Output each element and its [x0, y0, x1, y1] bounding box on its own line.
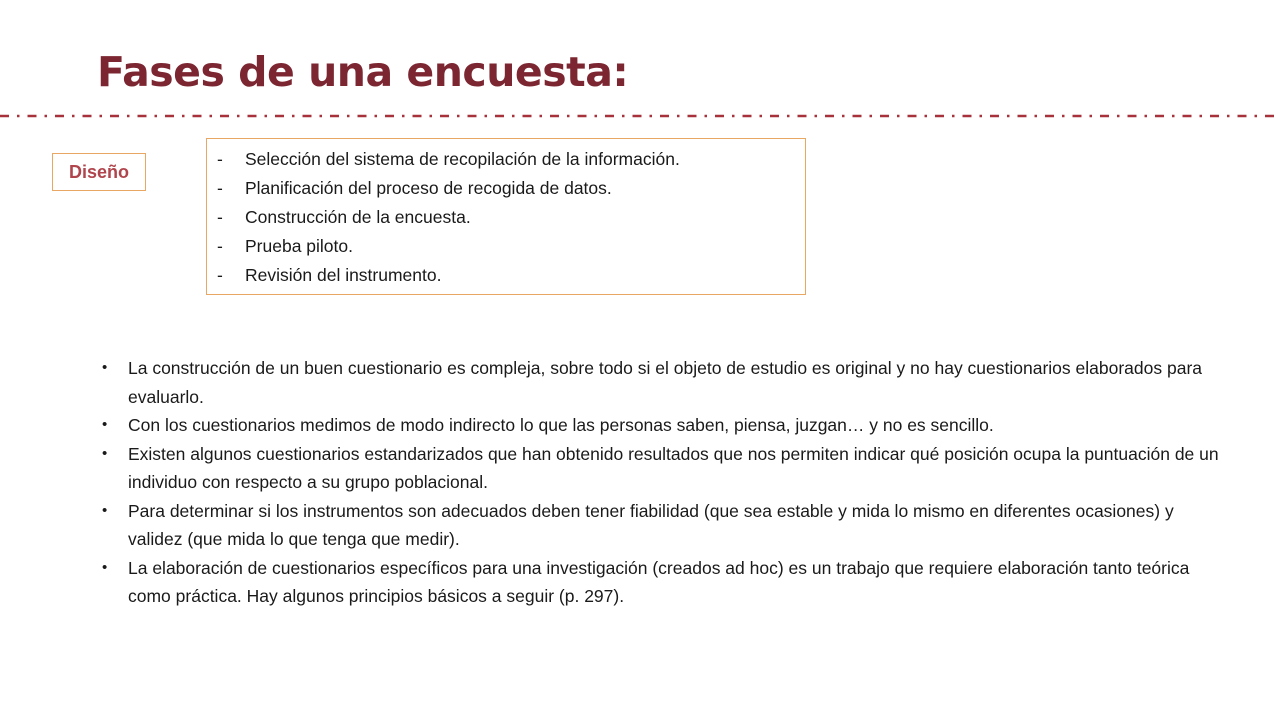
dash-marker: - [217, 207, 223, 227]
phase-step [217, 145, 795, 174]
bullet-item [102, 497, 1222, 554]
bullet-icon: • [102, 359, 108, 376]
bullet-item [102, 440, 1222, 497]
phase-step [217, 232, 795, 261]
bullet-item [102, 554, 1222, 611]
dash-marker: - [217, 236, 223, 256]
phase-step-text: Selección del sistema de recopilación de la información. [245, 149, 680, 169]
phase-step-text: Construcción de la encuesta. [245, 207, 471, 227]
phase-step-text: Prueba piloto. [245, 236, 353, 256]
phase-step [217, 174, 795, 203]
bullet-icon: • [102, 558, 108, 576]
bullet-icon: • [102, 501, 108, 519]
phase-steps-box [206, 138, 806, 295]
dash-marker: - [217, 265, 223, 285]
phase-step [217, 261, 795, 290]
bullet-icon: • [102, 416, 108, 433]
phase-steps-list [217, 145, 795, 290]
bullet-item [102, 354, 1222, 411]
slide-title: Fases de una encuesta: [97, 48, 629, 96]
bullet-text: Con los cuestionarios medimos de modo indirecto lo que las personas saben, piensa, juzgan… y no es sencillo. [128, 415, 994, 435]
phase-label: Diseño [52, 153, 146, 191]
bullet-text: La elaboración de cuestionarios específicos para una investigación (creados ad hoc) es un trabajo que requiere elaboración tanto teórica como práctica. Hay algunos principios básicos a seguir (p. 297). [128, 557, 1190, 606]
bullet-list [102, 354, 1222, 611]
bullet-text: La construcción de un buen cuestionario es compleja, sobre todo si el objeto de estudio es original y no hay cuestionarios elaborados para evaluarlo. [128, 358, 1203, 407]
phase-step-text: Revisión del instrumento. [245, 265, 442, 285]
phase-step-text: Planificación del proceso de recogida de datos. [245, 178, 612, 198]
dash-marker: - [217, 149, 223, 169]
phase-step [217, 203, 795, 232]
bullet-icon: • [102, 444, 108, 462]
bullet-text: Existen algunos cuestionarios estandarizados que han obtenido resultados que nos permiten indicar qué posición ocupa la puntuación de un individuo con respecto a su grupo poblacional. [128, 443, 1219, 492]
dash-marker: - [217, 178, 223, 198]
bullet-item [102, 411, 1222, 440]
bullet-text: Para determinar si los instrumentos son adecuados deben tener fiabilidad (que sea estable y mida lo mismo en diferentes ocasiones) y validez (que mida lo que tenga que medir). [128, 500, 1174, 549]
